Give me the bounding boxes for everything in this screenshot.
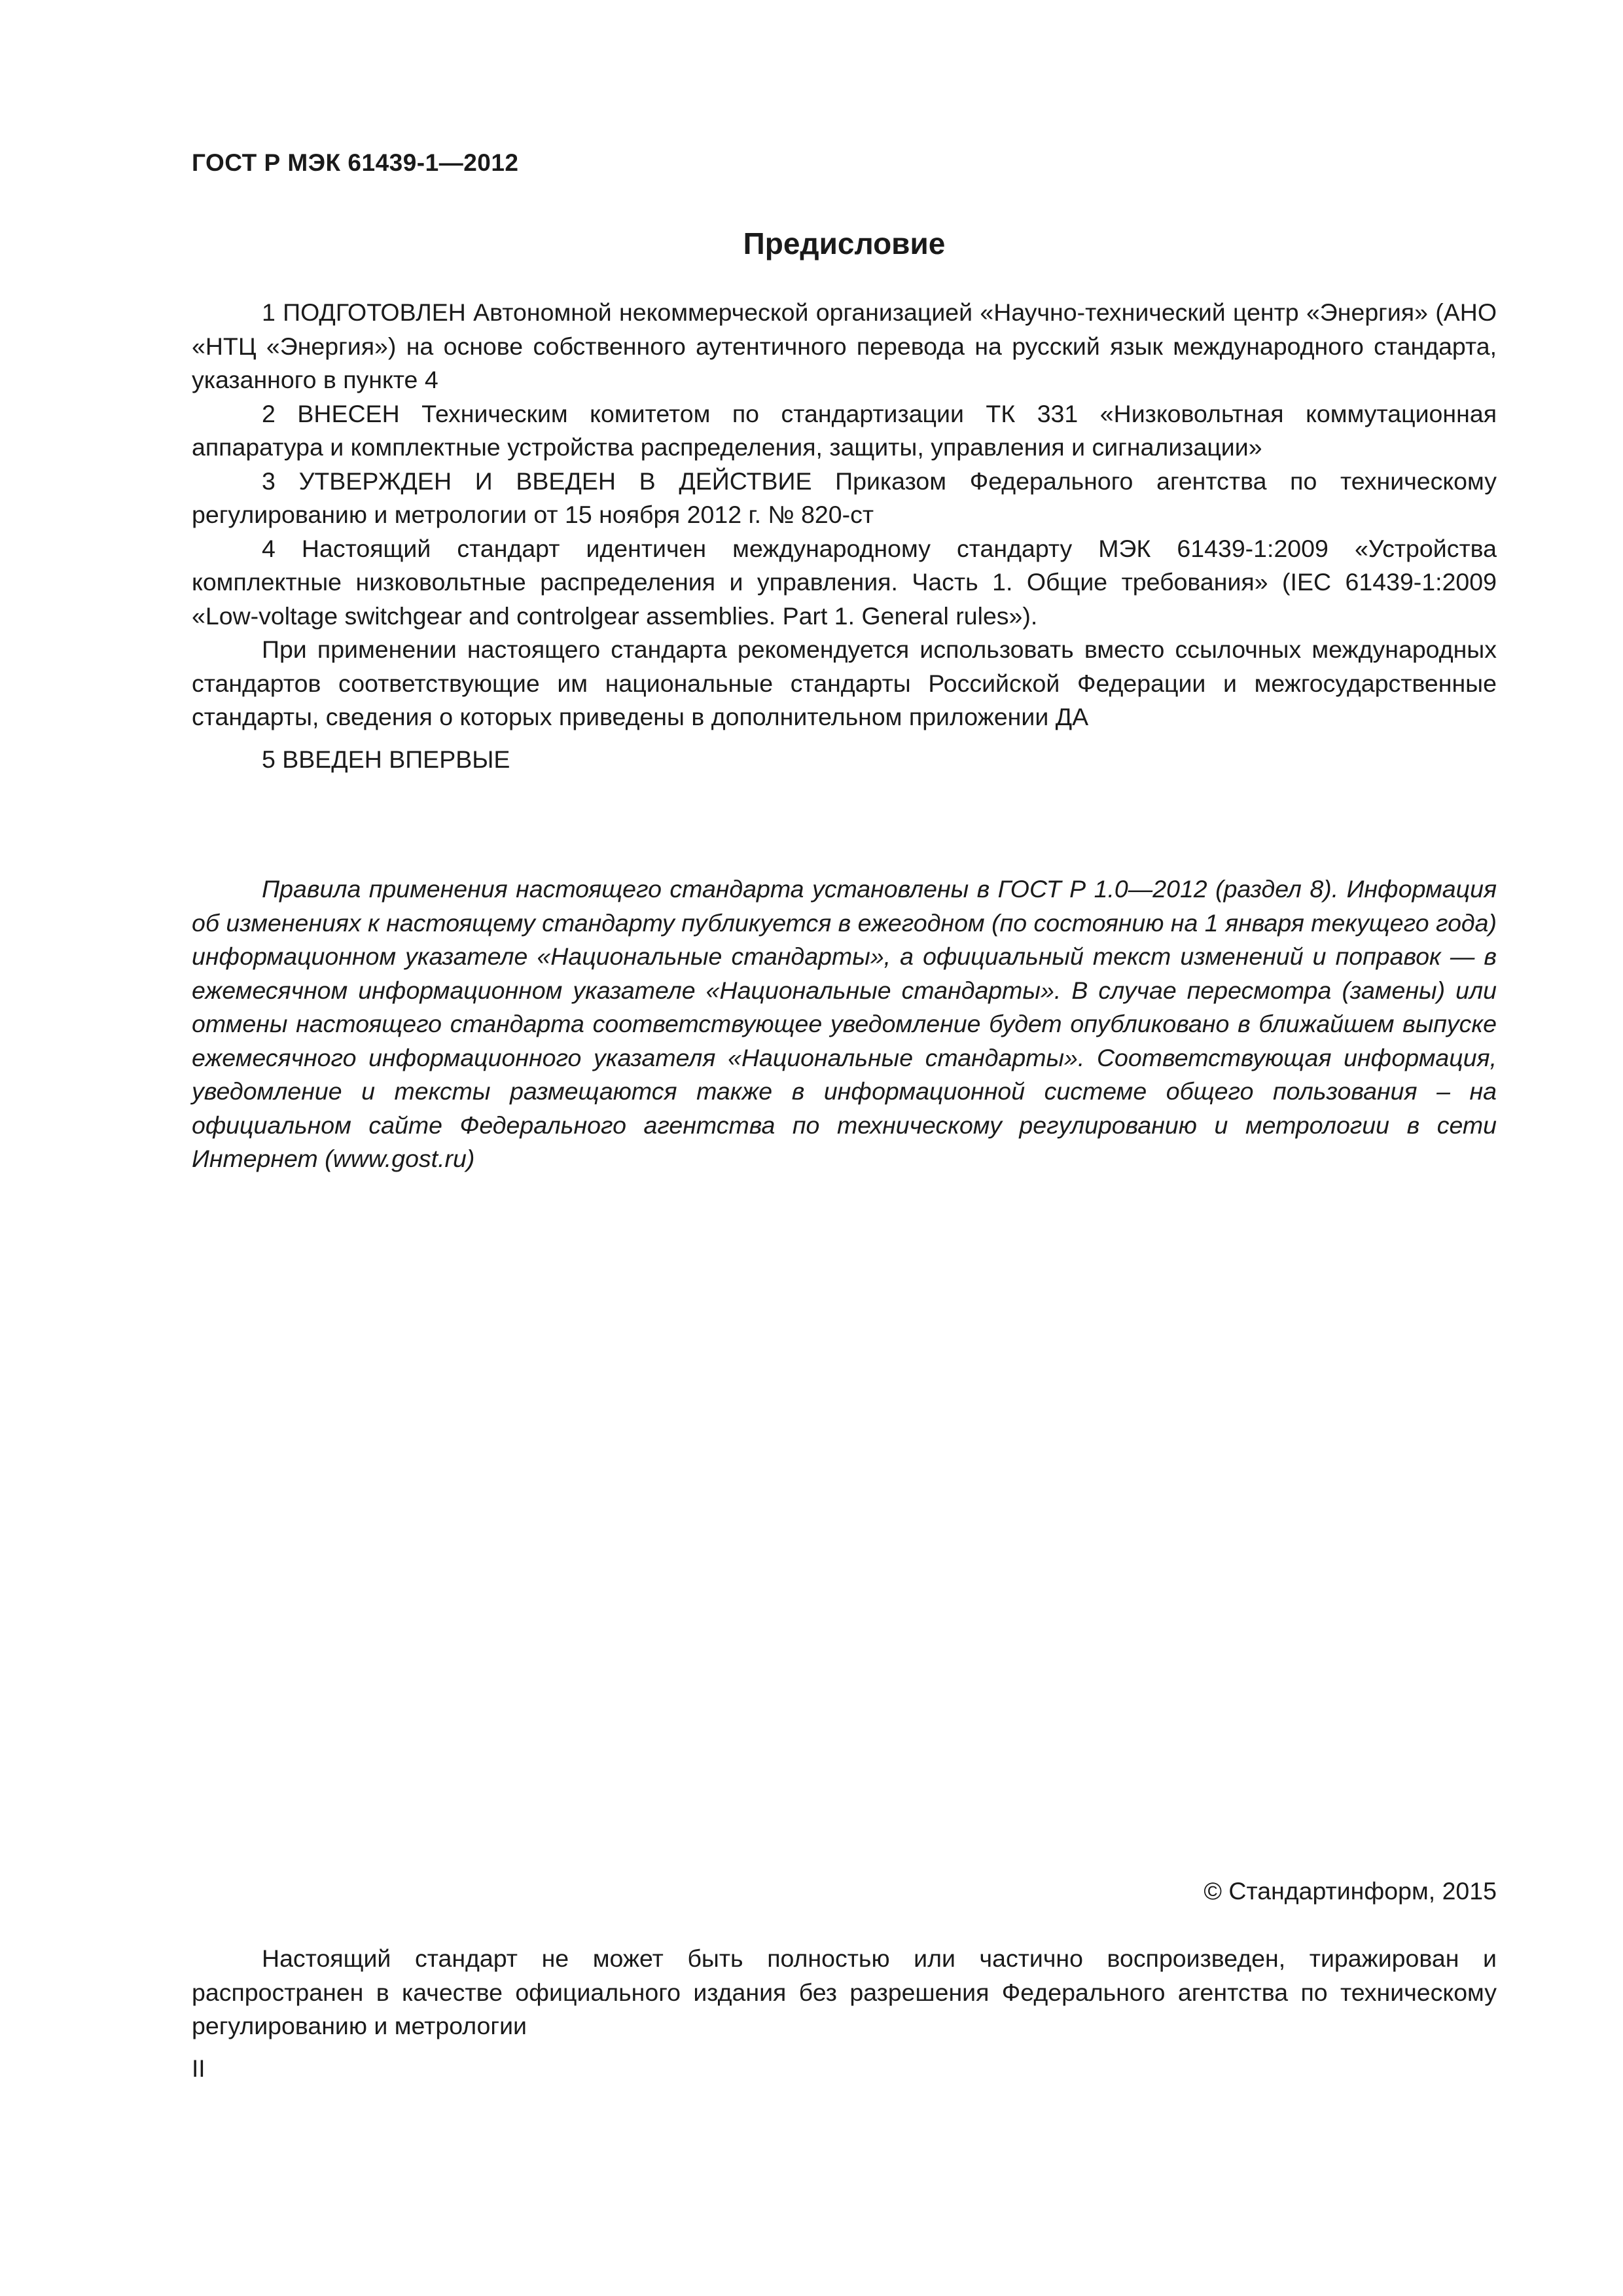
paragraph-submitted-by: 2 ВНЕСЕН Техническим комитетом по стандартизации ТК 331 «Низковольтная коммутационная аппаратура и комплектные устройства распределения, защиты, управления и сигнализации» [192,399,1497,461]
copyright-line: © Стандартинформ, 2015 [1204,1877,1497,1905]
paragraph-references-note: При применении настоящего стандарта рекомендуется использовать вместо ссылочных международных стандартов соответствующие им национальные стандарты Российской Федерации и межгосударственные стандарты, сведения о которых приведены в дополнительном приложении ДА [192,636,1497,730]
foreword-main-text [192,296,1497,734]
document-code-header: ГОСТ Р МЭК 61439-1—2012 [192,149,519,176]
paragraph-first-introduced: 5 ВВЕДЕН ВПЕРВЫЕ [262,745,510,773]
page-number: II [192,2055,205,2082]
page-title: Предисловие [743,226,946,260]
standard-rules-note: Правила применения настоящего стандарта установлены в ГОСТ Р 1.0—2012 (раздел 8). Информация об изменениях к настоящему стандарту публикуется в ежегодном (по состоянию на 1 января текущего года) информационном указателе «Национальные стандарты», а официальный текст изменений и поправок — в ежемесячном информационном указателе «Национальные стандарты». В случае пересмотра (замены) или отмены настоящего стандарта соответствующее уведомление будет опубликовано в ближайшем выпуске ежемесячного информационного указателя «Национальные стандарты». Соответствующая информация, уведомление и тексты размещаются также в информационной системе общего пользования – на официальном сайте Федерального агентства по техническому регулированию и метрологии в сети Интернет (www.gost.ru) [192,875,1497,1172]
paragraph-approved: 3 УТВЕРЖДЕН И ВВЕДЕН В ДЕЙСТВИЕ Приказом Федерального агентства по техническому регулированию и метрологии от 15 ноября 2012 г. № 820-ст [192,467,1497,528]
paragraph-prepared-by: 1 ПОДГОТОВЛЕН Автономной некоммерческой организацией «Научно-технический центр «Энергия» (АНО «НТЦ «Энергия») на основе собственного аутентичного перевода на русский язык международного стандарта, указанного в пункте 4 [192,298,1497,393]
reproduction-notice: Настоящий стандарт не может быть полностью или частично воспроизведен, тиражирован и распространен в качестве официального издания без разрешения Федерального агентства по техническому регулированию и метрологии [192,1945,1497,2039]
paragraph-identical-standard: 4 Настоящий стандарт идентичен международному стандарту МЭК 61439-1:2009 «Устройства комплектные низковольтные распределения и управления. Часть 1. Общие требования» (IEC 61439-1:2009 «Low-voltage switchgear and controlgear assemblies. Part 1. General rules»). [192,534,1497,630]
